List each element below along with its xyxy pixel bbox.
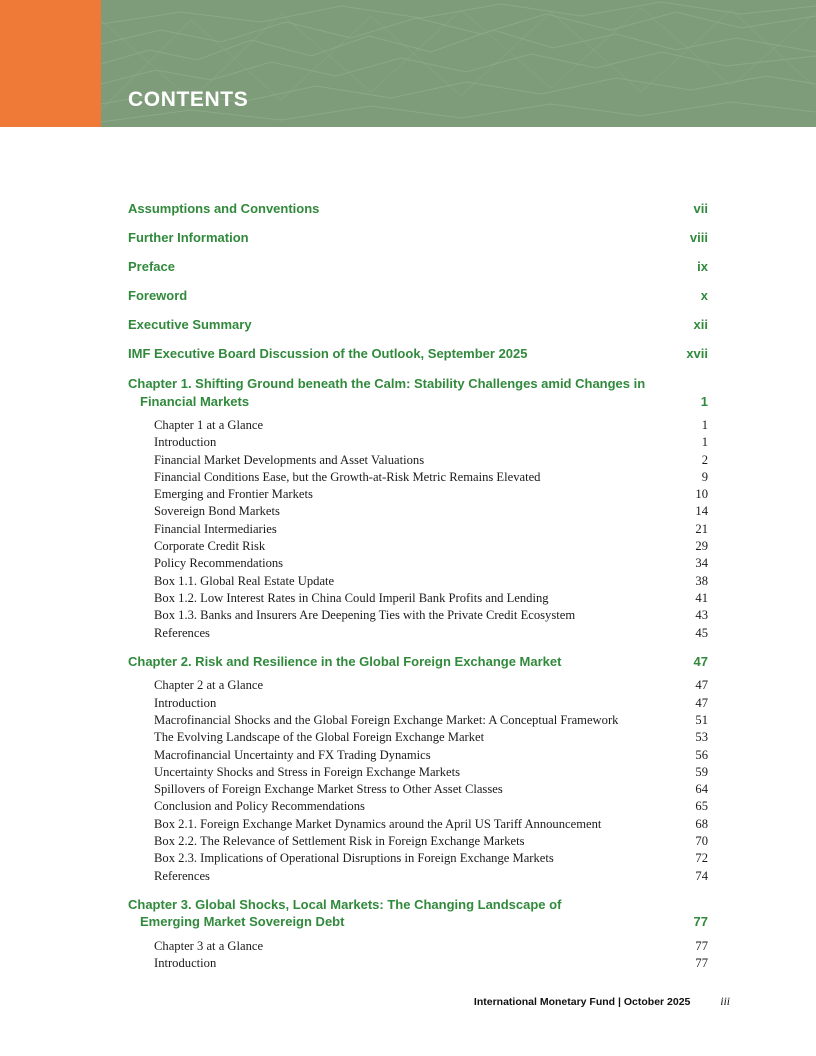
toc-entry[interactable]: [128, 850, 708, 867]
toc-entry[interactable]: [128, 521, 708, 538]
toc-entry-page: 43: [695, 608, 708, 623]
toc-entry[interactable]: [128, 607, 708, 624]
toc-entry-label: Chapter 1 at a Glance: [154, 418, 264, 432]
toc-entry-page: 64: [695, 782, 708, 797]
toc-entry-label: Box 2.3. Implications of Operational Disruptions in Foreign Exchange Markets: [154, 851, 554, 866]
footer-page-number: iii: [720, 996, 730, 1008]
toc-entry[interactable]: [128, 712, 708, 729]
toc-entry-page: 9: [701, 469, 708, 484]
front-matter-entry[interactable]: [128, 317, 708, 333]
toc-entry-page: xvii: [686, 346, 708, 361]
toc-entry-page: 68: [695, 816, 708, 831]
toc-entry-page: 38: [695, 573, 708, 588]
footer-publisher-text: International Monetary Fund | October 2025: [473, 996, 691, 1008]
toc-entry[interactable]: [128, 434, 708, 451]
toc-entry[interactable]: [128, 417, 708, 434]
toc-entry-label: Conclusion and Policy Recommendations: [154, 799, 365, 814]
toc-entry-page: 56: [695, 747, 708, 762]
toc-entry[interactable]: [128, 868, 708, 885]
toc-entry-page: ix: [697, 259, 708, 274]
page-title: CONTENTS: [128, 88, 249, 111]
toc-entry-label: Introduction: [154, 435, 217, 450]
toc-entry-label: Assumptions and Conventions: [128, 201, 320, 216]
toc-entry[interactable]: [128, 503, 708, 520]
cover-orange-block: [0, 0, 101, 127]
toc-entry-label: References: [154, 868, 210, 883]
toc-entry[interactable]: [128, 833, 708, 850]
toc-entry-page: 47: [695, 695, 708, 710]
toc-entry-page: 70: [695, 834, 708, 849]
toc-entry-label: Chapter 2 at a Glance: [154, 678, 264, 693]
toc-entry-label: Box 1.3. Banks and Insurers Are Deepening Ties with the Private Credit Ecosystem: [154, 608, 576, 623]
toc-entry-label: Sovereign Bond Markets: [154, 504, 280, 519]
toc-entry-page: 77: [695, 956, 708, 971]
toc-entry-page: vii: [693, 201, 708, 216]
toc-entry-page: 47: [695, 678, 708, 693]
toc-entry[interactable]: [128, 469, 708, 486]
toc-entry-label: Box 1.2. Low Interest Rates in China Could Imperil Bank Profits and Lending: [154, 590, 549, 605]
toc-entry[interactable]: [128, 677, 708, 694]
toc-entry-label: Financial Market Developments and Asset Valuations: [154, 452, 425, 467]
toc-entry-page: viii: [689, 230, 708, 245]
chapter-2-section: [128, 653, 708, 885]
chapter-title-line2: Emerging Market Sovereign Debt: [140, 914, 345, 930]
chapter-heading[interactable]: [128, 653, 708, 671]
toc-entry[interactable]: [128, 452, 708, 469]
chapter-title-line2: Financial Markets: [140, 393, 250, 409]
toc-entry-page: 45: [695, 625, 708, 640]
chapter-title-line1: Chapter 1. Shifting Ground beneath the Calm: Stability Challenges amid Changes in: [128, 376, 646, 391]
toc-entry-page: 77: [695, 938, 708, 953]
toc-entry-label: Preface: [128, 259, 175, 274]
toc-entry-page: 10: [695, 487, 708, 502]
toc-entry[interactable]: [128, 590, 708, 607]
toc-entry-label: Uncertainty Shocks and Stress in Foreign Exchange Markets: [154, 764, 461, 779]
toc-entry-page: 53: [695, 730, 708, 745]
toc-entry-page: 21: [695, 521, 708, 536]
toc-entry-label: Chapter 3 at a Glance: [154, 938, 264, 953]
toc-entry-label: Box 2.2. The Relevance of Settlement Risk in Foreign Exchange Markets: [154, 834, 525, 849]
toc-entry-page: xii: [693, 317, 708, 332]
toc-entry-page: 72: [695, 851, 708, 866]
toc-entry-label: Executive Summary: [128, 317, 252, 332]
toc-entry[interactable]: [128, 729, 708, 746]
toc-entry-page: 34: [695, 556, 708, 571]
toc-entry[interactable]: [128, 573, 708, 590]
toc-entry-label: Spillovers of Foreign Exchange Market Stress to Other Asset Classes: [154, 782, 503, 797]
toc-entry-label: Corporate Credit Risk: [154, 539, 266, 554]
toc-entry[interactable]: [128, 695, 708, 712]
toc-entry[interactable]: [128, 538, 708, 555]
table-of-contents: [128, 201, 708, 973]
toc-entry-label: Introduction: [154, 695, 217, 710]
chapter-title-line1: Chapter 3. Global Shocks, Local Markets: The Changing Landscape of: [128, 896, 562, 912]
chapter-page: 1: [700, 393, 708, 409]
front-matter-entry[interactable]: [128, 259, 708, 275]
toc-entry-label: Emerging and Frontier Markets: [154, 487, 313, 502]
toc-entry-label: Foreword: [128, 288, 188, 303]
toc-entry-page: 65: [695, 799, 708, 814]
toc-entry[interactable]: [128, 625, 708, 642]
front-matter-entry[interactable]: [128, 230, 708, 246]
chapter-1-section: [128, 375, 708, 642]
toc-entry-label: Financial Conditions Ease, but the Growth-at-Risk Metric Remains Elevated: [154, 469, 541, 484]
header-band: [0, 0, 816, 127]
chapter-3-section: [128, 896, 708, 973]
toc-entry-label: Introduction: [154, 956, 217, 971]
toc-entry-page: 41: [695, 590, 708, 605]
toc-entry-label: References: [154, 625, 210, 640]
toc-entry-label: Macrofinancial Shocks and the Global Foreign Exchange Market: A Conceptual Framework: [154, 712, 619, 727]
toc-entry-page: 29: [695, 539, 708, 554]
toc-entry-label: Box 2.1. Foreign Exchange Market Dynamics around the April US Tariff Announcement: [154, 816, 602, 831]
toc-entry-page: 2: [701, 452, 708, 467]
toc-entry-page: x: [700, 288, 708, 303]
toc-entry-label: The Evolving Landscape of the Global Foreign Exchange Market: [154, 730, 485, 745]
toc-entry-label: Policy Recommendations: [154, 556, 284, 571]
toc-entry-label: Box 1.1. Global Real Estate Update: [154, 573, 335, 588]
page-footer: [0, 996, 730, 1008]
chapter-title-line1: Chapter 2. Risk and Resilience in the Global Foreign Exchange Market: [128, 653, 562, 669]
toc-entry-page: 51: [695, 712, 708, 727]
chapter-heading[interactable]: [128, 896, 708, 931]
toc-entry[interactable]: [128, 555, 708, 572]
toc-entry[interactable]: [128, 747, 708, 764]
toc-entry-page: 1: [701, 435, 708, 450]
toc-entry-label: Financial Intermediaries: [154, 521, 277, 536]
chapter-page: 77: [693, 914, 708, 930]
toc-entry[interactable]: [128, 938, 708, 955]
toc-entry[interactable]: [128, 798, 708, 815]
toc-entry-label: Macrofinancial Uncertainty and FX Trading Dynamics: [154, 747, 431, 762]
toc-entry-label: IMF Executive Board Discussion of the Outlook, September 2025: [128, 346, 528, 361]
toc-entry-page: 1: [701, 418, 708, 432]
front-matter-entry[interactable]: [128, 346, 708, 362]
toc-entry[interactable]: [128, 486, 708, 503]
toc-entry[interactable]: [128, 955, 708, 972]
front-matter-entry[interactable]: [128, 201, 708, 217]
toc-entry-page: 59: [695, 764, 708, 779]
chapter-page: 47: [693, 653, 708, 669]
front-matter-entry[interactable]: [128, 288, 708, 304]
toc-entry-label: Further Information: [128, 230, 249, 245]
toc-entry-page: 74: [695, 868, 708, 883]
chapter-heading[interactable]: [128, 375, 708, 410]
toc-entry[interactable]: [128, 816, 708, 833]
toc-entry[interactable]: [128, 764, 708, 781]
toc-entry[interactable]: [128, 781, 708, 798]
toc-entry-page: 14: [695, 504, 708, 519]
